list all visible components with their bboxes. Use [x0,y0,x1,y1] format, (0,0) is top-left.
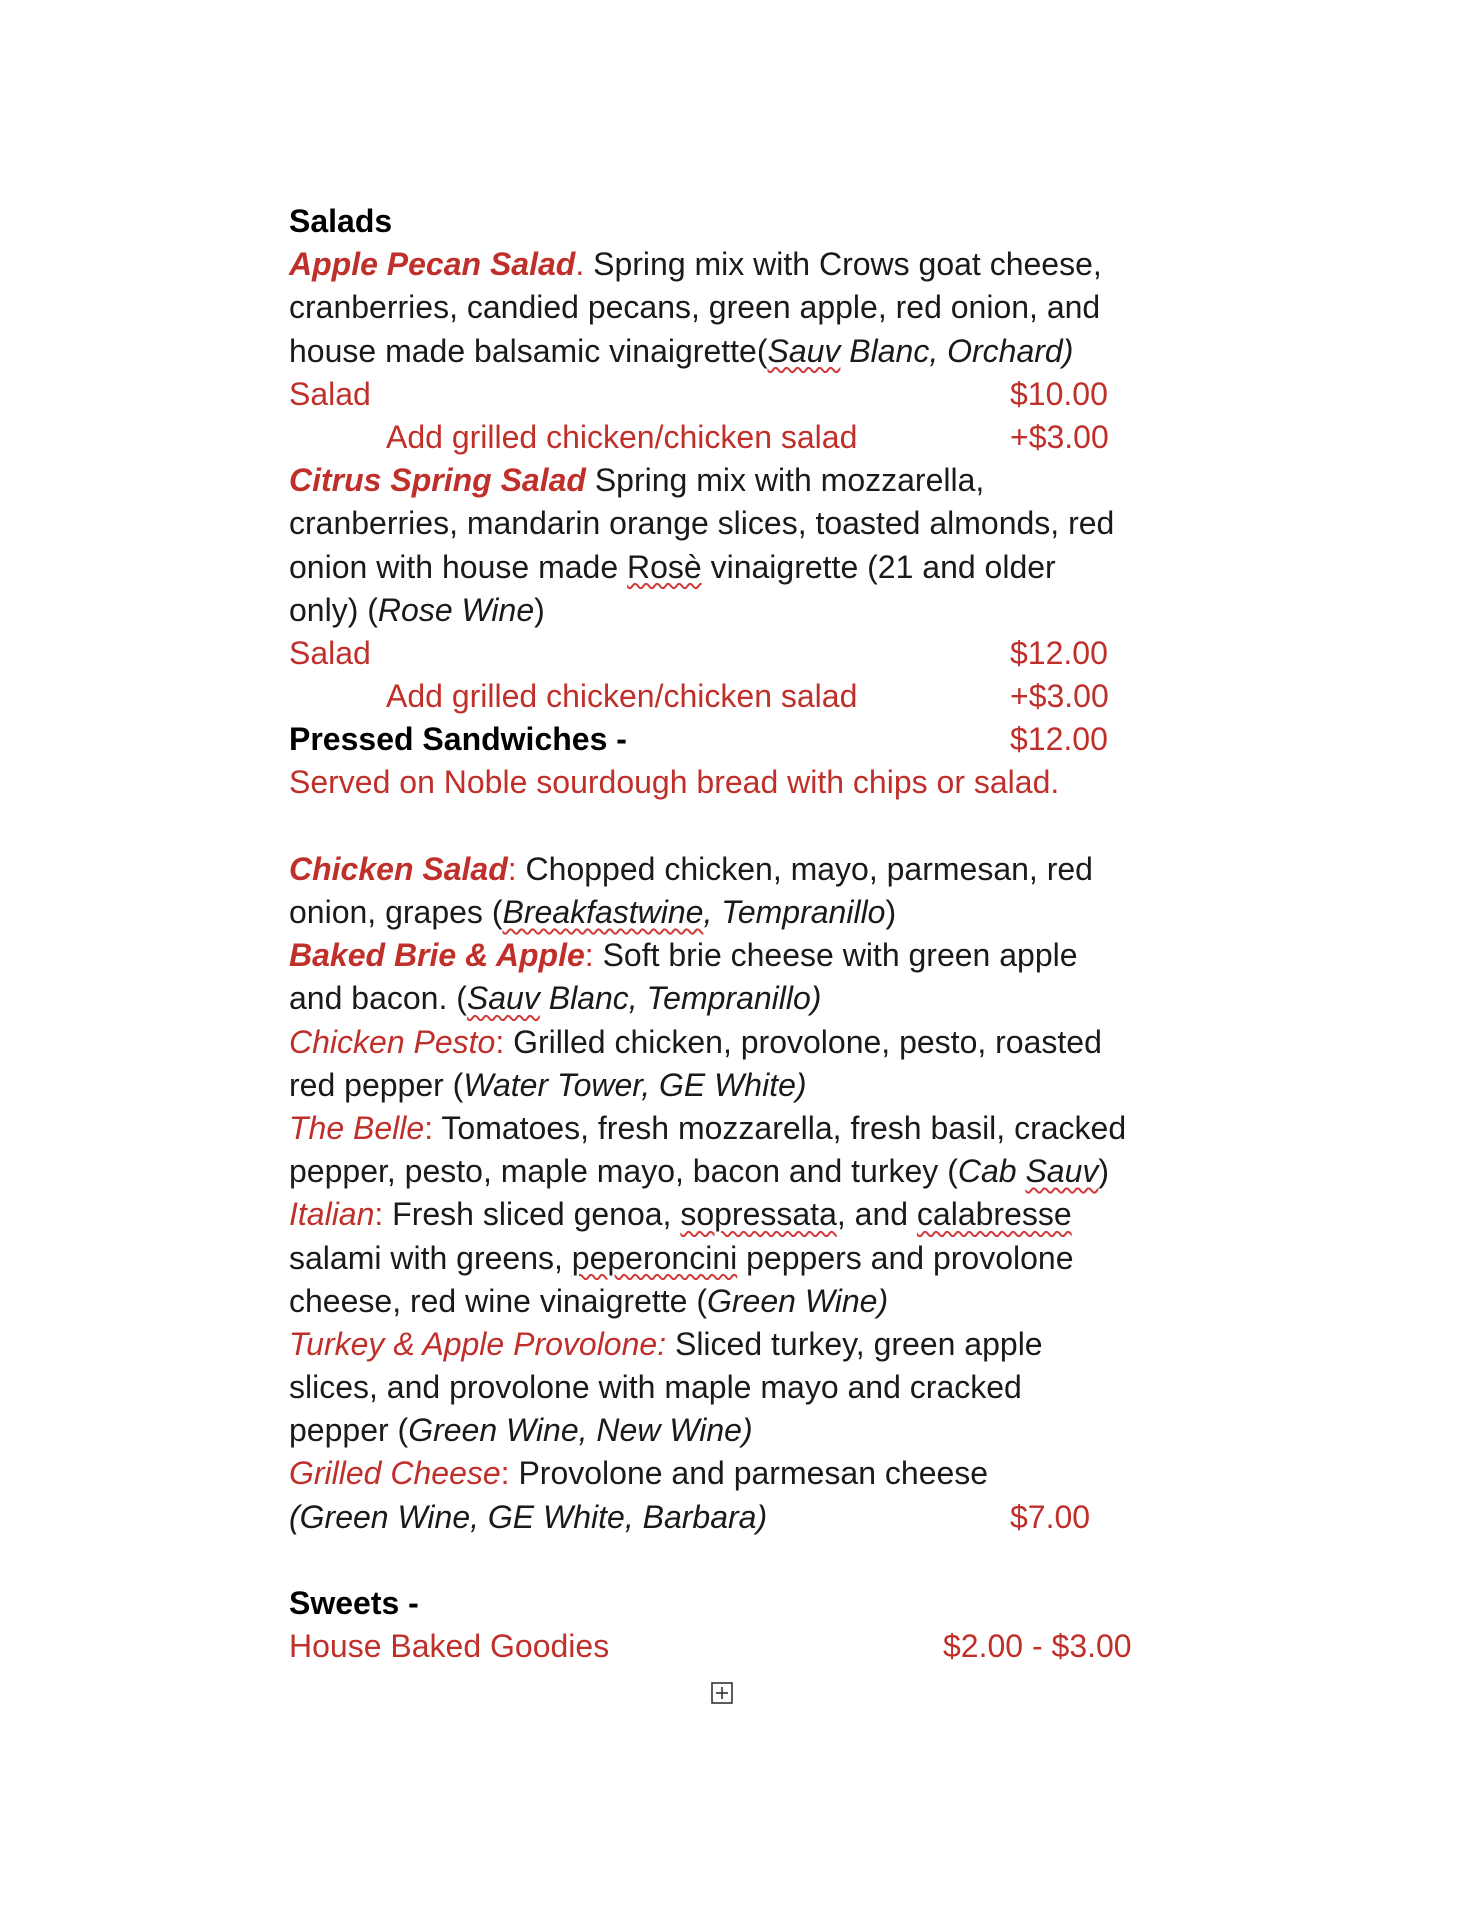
citrus-desc-2: cranberries, mandarin orange slices, toasted almonds, red [289,505,1115,542]
sweets-item-row [289,1625,1169,1668]
the-belle-name: The Belle [289,1109,425,1146]
the-belle-line-1 [289,1107,1169,1150]
citrus-line-4 [289,589,1169,632]
citrus-salad-row [289,632,1169,675]
citrus-desc-3a: onion with house made [289,548,627,585]
grilled-cheese-desc-1: Provolone and parmesan cheese [509,1455,989,1492]
baked-brie-line-2 [289,977,1169,1020]
turkey-apple-line-1 [289,1323,1169,1366]
turkey-apple-desc-2: slices, and provolone with maple mayo and cracked [289,1369,1022,1406]
chicken-pesto-name: Chicken Pesto [289,1023,496,1060]
apple-pecan-salad-price: $10.00 [1010,375,1108,412]
plus-square-icon[interactable] [711,1682,733,1704]
sandwiches-note-line [289,761,1169,804]
citrus-line-3 [289,546,1169,589]
italian-desc-2b: peppers and provolone [737,1239,1074,1276]
spacer [289,805,1169,848]
apple-pecan-wine-misspelled: Sauv [767,332,841,369]
chicken-pesto-desc-1: Grilled chicken, provolone, pesto, roasted [504,1023,1102,1060]
chicken-salad-desc-2a: onion, grapes ( [289,894,503,930]
baked-brie-wine: Blanc, Tempranillo) [539,980,822,1017]
chicken-pesto-wine: Water Tower, GE White) [463,1066,807,1103]
apple-pecan-addon-price: +$3.00 [1010,418,1109,455]
citrus-wine: Rose Wine [377,591,535,628]
citrus-addon-price: +$3.00 [1010,678,1109,715]
the-belle-wine-misspelled: Sauv [1025,1153,1099,1190]
citrus-salad-label: Salad [289,634,371,671]
turkey-apple-line-2 [289,1366,1169,1409]
apple-pecan-line-1 [289,243,1169,286]
citrus-desc-3b: vinaigrette (21 and older [701,548,1056,585]
sandwiches-price: $12.00 [1010,721,1108,758]
chicken-salad-wine: , Tempranillo [703,894,886,930]
sweets-heading: Sweets - [289,1585,419,1621]
the-belle-colon: : [424,1109,434,1146]
turkey-apple-line-3 [289,1409,1169,1452]
citrus-desc-4a: only) ( [289,591,378,628]
apple-pecan-desc-1: Spring mix with Crows goat cheese, [584,246,1102,283]
grilled-cheese-price: $7.00 [1010,1498,1091,1535]
apple-pecan-desc-2: cranberries, candied pecans, green apple, red onion, and [289,289,1101,326]
turkey-apple-desc-1: Sliced turkey, green apple [666,1325,1043,1362]
sandwiches-heading-row [289,718,1169,761]
italian-line-2 [289,1237,1169,1280]
baked-brie-colon: : [584,937,594,974]
apple-pecan-wine: Blanc, Orchard) [840,332,1074,369]
citrus-line-2 [289,502,1169,545]
italian-name: Italian [289,1196,375,1233]
italian-line-3 [289,1280,1169,1323]
grilled-cheese-name: Grilled Cheese [289,1455,501,1492]
apple-pecan-dot: . [575,246,585,283]
italian-line-1 [289,1193,1169,1236]
italian-calabresse: calabresse [916,1196,1072,1233]
citrus-name: Citrus Spring Salad [289,462,586,499]
turkey-apple-wine: Green Wine, New Wine) [408,1412,753,1449]
apple-pecan-salad-label: Salad [289,375,371,412]
chicken-salad-wine-misspelled: Breakfastwine [502,894,704,930]
grilled-cheese-colon: : [500,1455,510,1492]
the-belle-desc-1: Tomatoes, fresh mozzarella, fresh basil, cracked [433,1109,1127,1146]
baked-brie-desc-2a: and bacon. ( [289,980,467,1017]
baked-brie-wine-misspelled: Sauv [466,980,540,1017]
citrus-addon-row [289,675,1169,718]
grilled-cheese-line-1 [289,1452,1169,1495]
baked-brie-desc-1: Soft brie cheese with green apple [593,937,1078,974]
chicken-salad-name: Chicken Salad [289,850,508,887]
chicken-pesto-line-1 [289,1021,1169,1064]
grilled-cheese-line-2 [289,1496,1169,1539]
sandwiches-note: Served on Noble sourdough bread with chips or salad. [289,764,1060,801]
turkey-apple-desc-3a: pepper ( [289,1412,409,1449]
sweets-heading-line [289,1582,1169,1625]
chicken-salad-line-1 [289,848,1169,891]
chicken-salad-desc-2b: ) [885,894,897,930]
the-belle-wine: Cab [957,1153,1026,1190]
italian-wine: Green Wine) [707,1282,889,1319]
citrus-line-1 [289,459,1169,502]
chicken-salad-desc-1: Chopped chicken, mayo, parmesan, red [516,850,1093,887]
chicken-salad-line-2 [289,891,1169,934]
apple-pecan-salad-row [289,373,1169,416]
apple-pecan-addon-label: Add grilled chicken/chicken salad [386,418,858,455]
citrus-desc-4b: ) [534,591,545,628]
the-belle-desc-2b: ) [1098,1153,1110,1190]
apple-pecan-desc-3: house made balsamic vinaigrette( [289,332,768,369]
baked-brie-line-1 [289,934,1169,977]
chicken-pesto-colon: : [495,1023,505,1060]
chicken-pesto-line-2 [289,1064,1169,1107]
turkey-apple-name: Turkey & Apple Provolone: [289,1325,667,1362]
italian-sopressata: sopressata [680,1196,837,1233]
menu-body [289,200,1169,1668]
apple-pecan-addon-row [289,416,1169,459]
baked-brie-name: Baked Brie & Apple [289,937,585,974]
grilled-cheese-wine: (Green Wine, GE White, Barbara) [289,1498,768,1535]
italian-colon: : [374,1196,384,1233]
italian-desc-2a: salami with greens, [289,1239,572,1276]
apple-pecan-name: Apple Pecan Salad [289,246,576,283]
sandwiches-heading: Pressed Sandwiches - [289,721,627,758]
italian-desc-1b: , and [836,1196,917,1233]
apple-pecan-line-3 [289,330,1169,373]
salads-heading-line [289,200,1169,243]
apple-pecan-line-2 [289,286,1169,329]
italian-desc-1a: Fresh sliced genoa, [383,1196,681,1233]
citrus-salad-price: $12.00 [1010,634,1108,671]
spacer [289,1539,1169,1582]
italian-peperoncini: peperoncini [571,1239,738,1276]
the-belle-desc-2a: pepper, pesto, maple mayo, bacon and turkey ( [289,1153,958,1190]
the-belle-line-2 [289,1150,1169,1193]
sweets-item: House Baked Goodies [289,1628,610,1665]
salads-heading: Salads [289,203,393,239]
citrus-desc-1: Spring mix with mozzarella, [585,462,985,499]
citrus-addon-label: Add grilled chicken/chicken salad [386,678,858,715]
citrus-rose-misspelled: Rosè [627,548,702,585]
chicken-pesto-desc-2a: red pepper ( [289,1066,464,1103]
sweets-price: $2.00 - $3.00 [943,1628,1132,1665]
italian-desc-3a: cheese, red wine vinaigrette ( [289,1282,707,1319]
chicken-salad-colon: : [507,850,517,887]
